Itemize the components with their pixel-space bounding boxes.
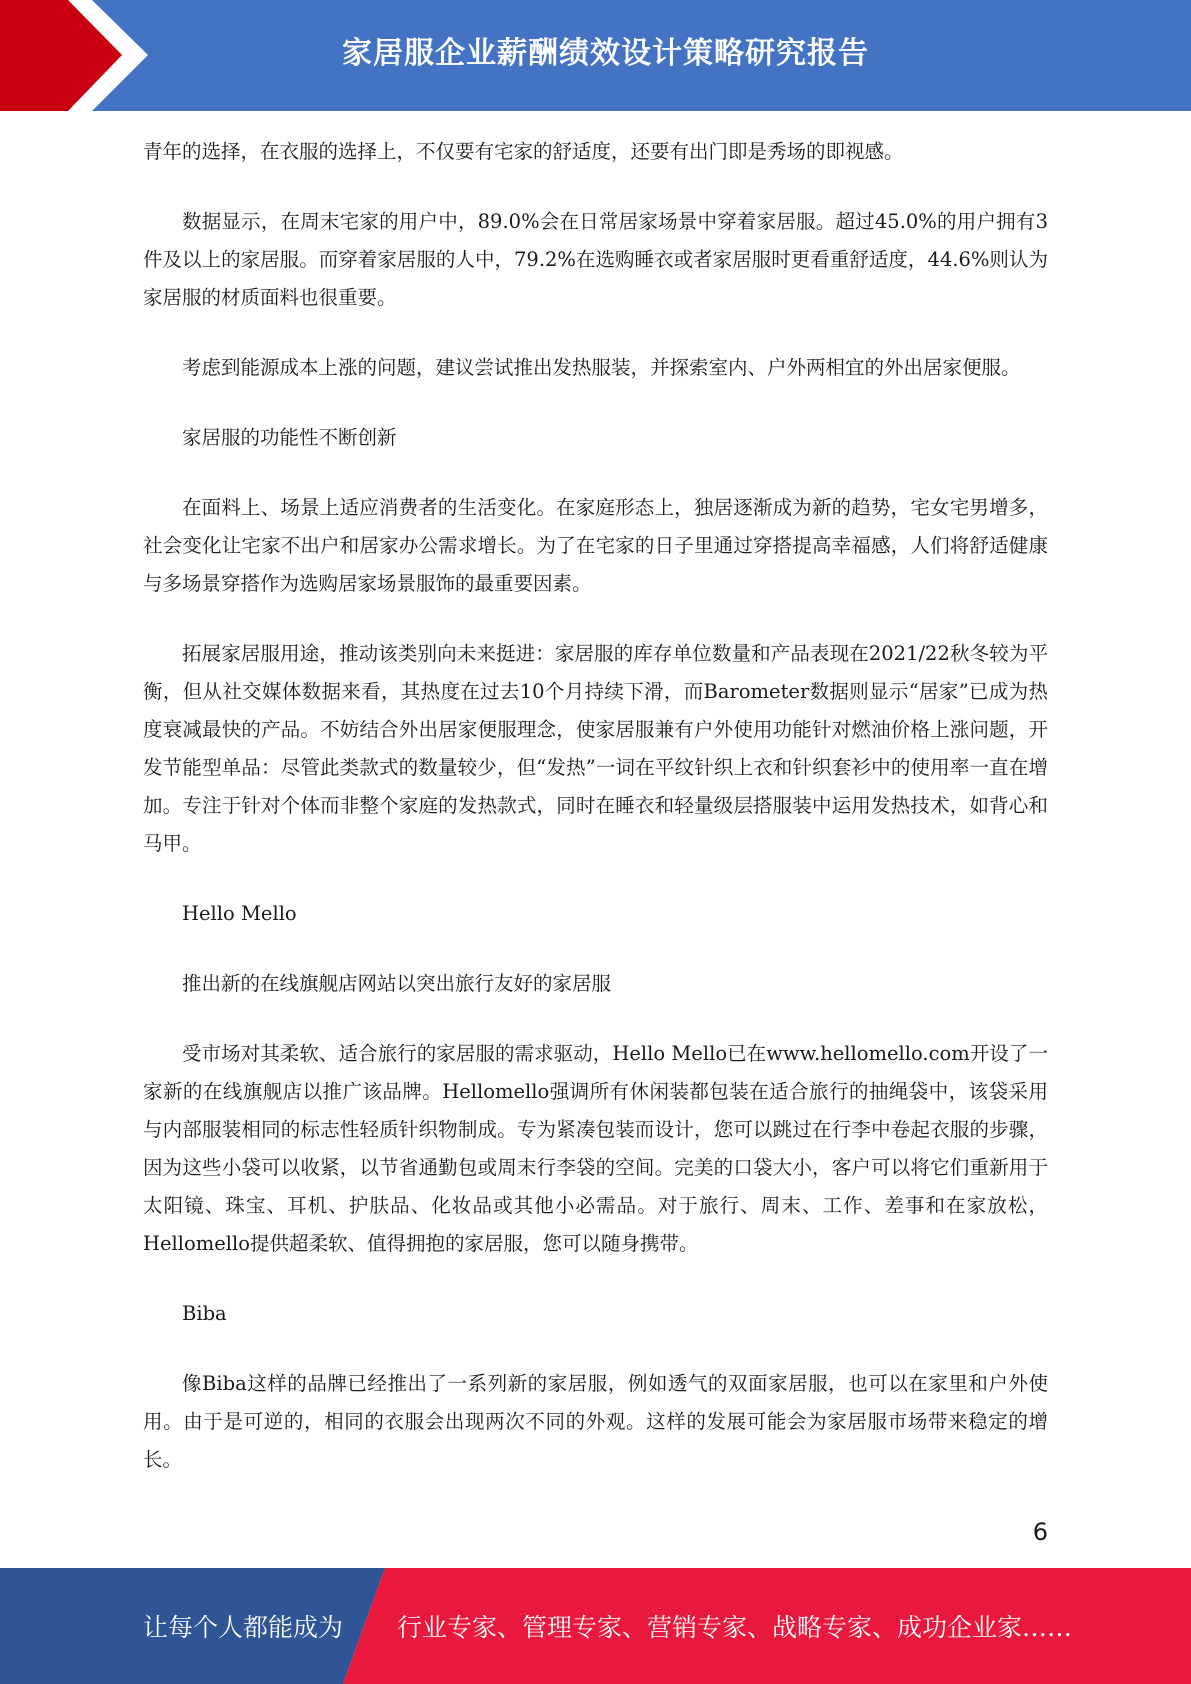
paragraph-3: 考虑到能源成本上涨的问题，建议尝试推出发热服装，并探索室内、户外两相宜的外出居家便服。 <box>182 356 1021 379</box>
section-subheading-flagship: 推出新的在线旗舰店网站以突出旅行友好的家居服 <box>182 972 612 995</box>
paragraph-1: 青年的选择，在衣服的选择上，不仅要有宅家的舒适度，还要有出门即是秀场的即视感。 <box>143 140 904 163</box>
section-heading-functionality: 家居服的功能性不断创新 <box>182 426 397 449</box>
paragraph-6: 拓展家居服用途，推动该类别向未来挺进：家居服的库存单位数量和产品表现在2021/22秋冬较为平衡，但从社交媒体数据来看，其热度在过去10个月持续下滑，而Barometer数据则显示“居家”已成为热度衰减最快的产品。不妨结合外出居家便服理念，使家居服兼有户外使用功能针对燃油价格上涨问题，开发节能型单品：尽管此类款式的数量较少，但“发热”一词在平纹针织上衣和针织套衫中的使用率一直在增加。专注于针对个体而非整个家庭的发热款式，同时在睡衣和轻量级层搭服装中运用发热技术，如背心和马甲。 <box>143 642 1048 855</box>
paragraph-5: 在面料上、场景上适应消费者的生活变化。在家庭形态上，独居逐渐成为新的趋势，宅女宅男增多，社会变化让宅家不出户和居家办公需求增长。为了在宅家的日子里通过穿搭提高幸福感，人们将舒适健康与多场景穿搭作为选购居家场景服饰的最重要因素。 <box>143 496 1048 595</box>
paragraph-9: 受市场对其柔软、适合旅行的家居服的需求驱动，Hello Mello已在www.hellomello.com开设了一家新的在线旗舰店以推广该品牌。Hellomello强调所有休闲装都包装在适合旅行的抽绳袋中，该袋采用与内部服装相同的标志性轻质针织物制成。专为紧凑包装而设计，您可以跳过在行李中卷起衣服的步骤，因为这些小袋可以收紧，以节省通勤包或周末行李袋的空间。完美的口袋大小，客户可以将它们重新用于太阳镜、珠宝、耳机、护肤品、化妆品或其他小必需品。对于旅行、周末、工作、差事和在家放松，Hellomello提供超柔软、值得拥抱的家居服，您可以随身携带。 <box>143 1042 1048 1255</box>
section-heading-hello-mello: Hello Mello <box>182 902 297 925</box>
report-title: 家居服企业薪酬绩效设计策略研究报告 <box>342 36 869 71</box>
footer-slogan-right: 行业专家、管理专家、营销专家、战略专家、成功企业家…… <box>397 1613 1073 1642</box>
paragraph-2: 数据显示，在周末宅家的用户中，89.0%会在日常居家场景中穿着家居服。超过45.0%的用户拥有3件及以上的家居服。而穿着家居服的人中，79.2%在选购睡衣或者家居服时更看重舒适度，44.6%则认为家居服的材质面料也很重要。 <box>143 210 1048 309</box>
page-header <box>0 0 1191 111</box>
footer-slogan-left: 让每个人都能成为 <box>143 1613 344 1642</box>
paragraph-11: 像Biba这样的品牌已经推出了一系列新的家居服，例如透气的双面家居服，也可以在家里和户外使用。由于是可逆的，相同的衣服会出现两次不同的外观。这样的发展可能会为家居服市场带来稳定的增长。 <box>143 1372 1048 1471</box>
page-number: 6 <box>1032 1518 1048 1546</box>
document-body <box>143 133 1048 1479</box>
page-footer <box>0 1568 1191 1684</box>
section-heading-biba: Biba <box>182 1302 227 1325</box>
